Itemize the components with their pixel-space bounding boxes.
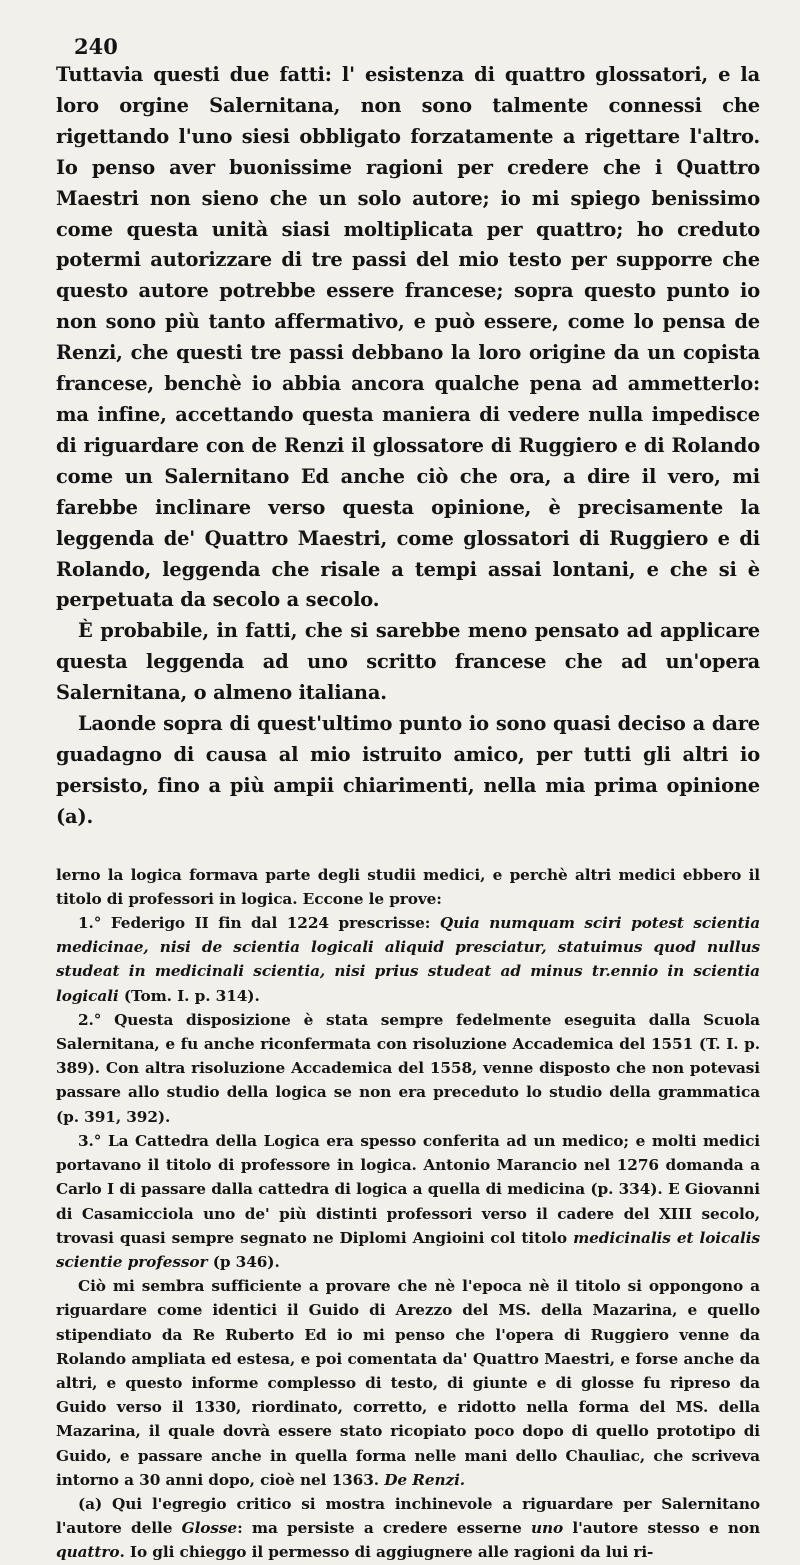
footnote-a-mid: : ma persiste a credere esserne — [237, 1519, 522, 1538]
note-item-3-latin: medicinalis et loicalis scientie professor — [56, 1228, 760, 1271]
footnote-a-glosse: Glosse — [181, 1519, 238, 1538]
note-paragraph-text: Ciò mi sembra sufficiente a provare che nè l'epoca nè il titolo si oppongono a riguardare come identici il Guido di Arezzo del MS. della Mazarina, e quello stipendiato da Re Ruberto Ed io mi penso che l'opera di Ruggiero venne da Rolando ampliata ed estesa, e poi comentata da' Quattro Maestri, e forse anche da altri, e questo informe complesso di testo, di giunte e di glosse fu ripreso da Guido verso il 1330, riordinato, corretto, e ridotto nella forma del MS. della Mazarina, il quale dovrà essere stato ricopiato poco dopo di quello prototipo di Guido, e passare anche in quella forma nelle mani dello Chauliac, che scriveva intorno a 30 anni dopo, cioè nel 1363. — [56, 1277, 760, 1489]
paragraph-3: Laonde sopra di quest'ultimo punto io sono quasi deciso a dare guadagno di causa al mio istruito amico, per tutti gli altri io persisto, fino a più ampii chiarimenti, nella mia prima opinione (a). — [56, 712, 760, 828]
footnote-a-quattro: quattro — [56, 1543, 120, 1562]
note-item-3-ref: (p 346). — [212, 1252, 280, 1271]
note-signature: De Renzi. — [384, 1470, 466, 1489]
footnote-a-end: . Io gli chieggo il permesso di aggiugnere alle ragioni da lui ri- — [119, 1543, 654, 1562]
footnotes — [56, 863, 760, 1565]
note-intro: lerno la logica formava parte degli studii medici, e perchè altri medici ebbero il titolo di professori in logica. Eccone le prove: — [56, 865, 760, 908]
note-item-3-lead: 3.° La Cattedra della Logica era spesso conferita ad un medico; e molti medici portavano il titolo di professore in logica. Antonio Marancio nel 1276 domanda a Carlo I di passare dalla cattedra di logica a quella di medicina (p. 334). E Giovanni di Casamicciola uno de' più distinti professori verso il cadere del XIII secolo, trovasi quasi sempre segnato ne Diplomi Angioini col titolo — [56, 1131, 760, 1247]
footnote-a-uno: uno — [530, 1519, 564, 1538]
footnote-a-lead: (a) Qui l'egregio critico si mostra inchinevole a riguardare per Salernitano l'autore delle — [56, 1494, 760, 1538]
note-item-1-ref: (Tom. I. p. 314). — [123, 986, 260, 1005]
paragraph-1: Tuttavia questi due fatti: l' esistenza di quattro glossatori, e la loro orgine Salernitana, non sono talmente connessi che rigettando l'uno siesi obbligato forzatamente a rigettare l'altro. Io penso aver buonissime ragioni per credere che i Quattro Maestri non sieno che un solo autore; io mi spiego benissimo come questa unità siasi moltiplicata per quattro; ho creduto potermi autorizzare di tre passi del mio testo per supporre che questo autore potrebbe essere francese; sopra questo punto io non sono più tanto affermativo, e può essere, come lo pensa de Renzi, che questi tre passi debbano la loro origine da un copista francese, benchè io abbia ancora qualche pena ad ammetterlo: ma infine, accettando questa maniera di vedere nulla impedisce di riguardare con de Renzi il glossatore di Ruggiero e di Rolando come un Salernitano Ed anche ciò che ora, a dire il vero, mi farebbe inclinare verso questa opinione, è precisamente la leggenda de' Quattro Maestri, come glossatori di Ruggiero e di Rolando, leggenda che risale a tempi assai lontani, e che si è perpetuata da secolo a secolo. — [56, 63, 760, 612]
note-item-2: 2.° Questa disposizione è stata sempre fedelmente eseguita dalla Scuola Salernitana, e fu anche riconfermata con risoluzione Accademica del 1551 (T. I. p. 389). Con altra risoluzione Accademica del 1558, venne disposto che non potevasi passare allo studio della logica se non era preceduto lo studio della grammatica (p. 391, 392). — [56, 1010, 760, 1126]
note-item-3 — [56, 1129, 760, 1274]
note-item-1-lead: 1.° Federigo II fin dal 1224 prescrisse: — [78, 914, 431, 933]
note-item-1-latin: Quia numquam sciri potest scientia medicinae, nisi de scientia logicali aliquid presciatur, statuimus quod nullus studeat in medicinali scientia, nisi prius studeat ad minus tr.ennio in scientia logicali — [56, 914, 761, 1005]
footnote-a-mid2: l'autore stesso e non — [572, 1519, 761, 1538]
main-text — [56, 60, 760, 833]
note-paragraph — [56, 1274, 760, 1492]
footnote-a — [56, 1492, 760, 1565]
page-number: 240 — [74, 34, 118, 59]
section-separator — [56, 833, 760, 863]
note-item-1 — [56, 911, 760, 1008]
paragraph-2: È probabile, in fatti, che si sarebbe meno pensato ad applicare questa leggenda ad uno scritto francese che ad un'opera Salernitana, o almeno italiana. — [56, 619, 760, 705]
